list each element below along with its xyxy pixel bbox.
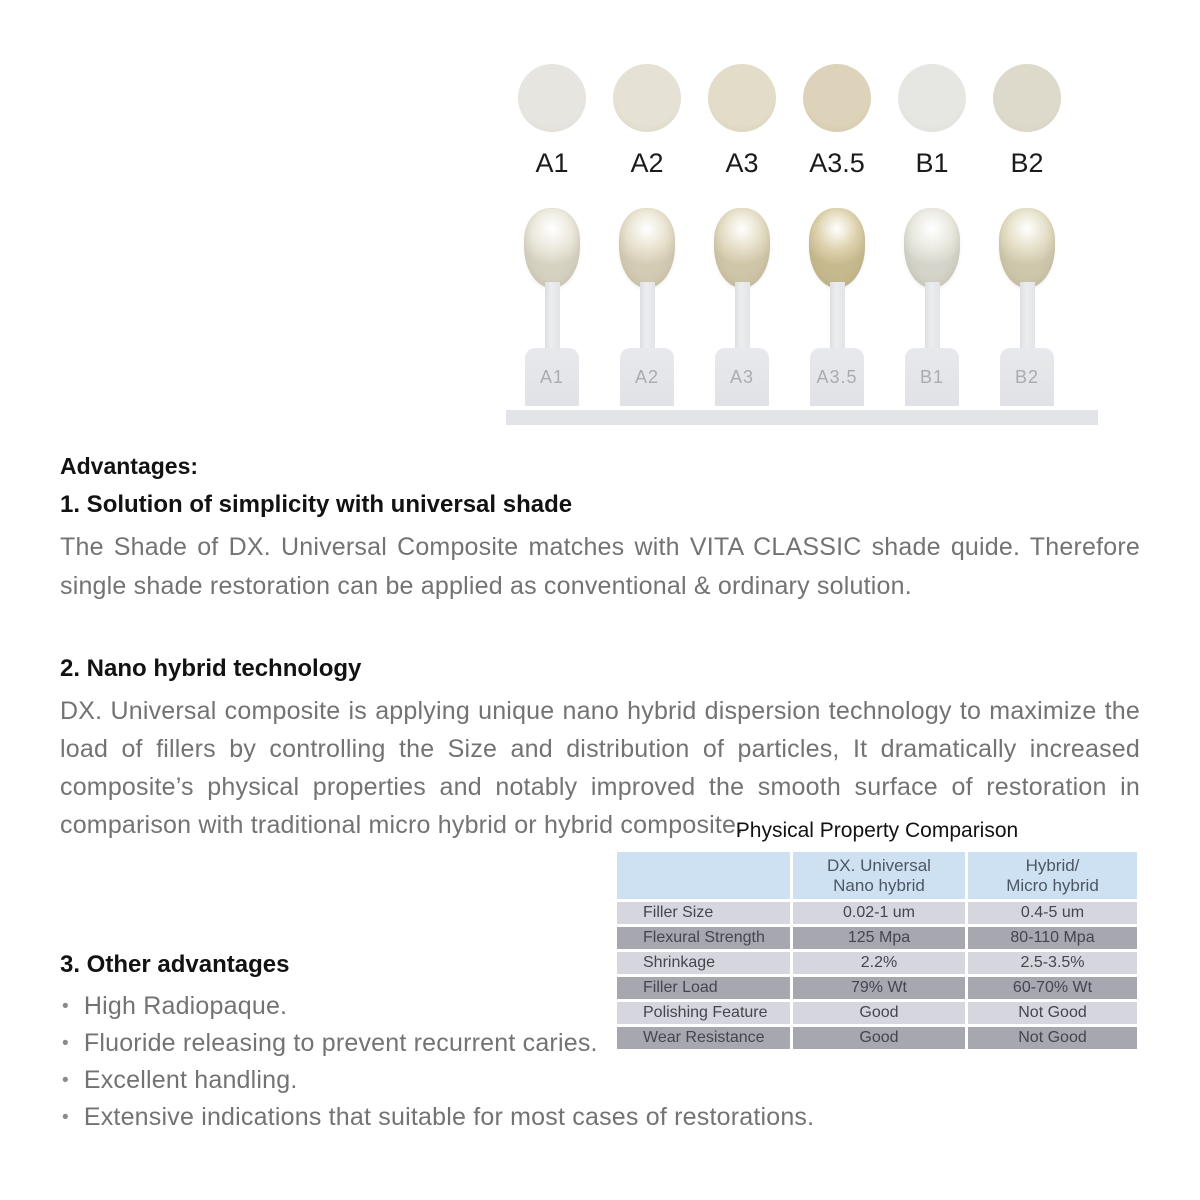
header-text: Nano hybrid [833,875,925,895]
shade-tab-a3 [708,208,776,406]
tab-stem [925,282,940,348]
shade-label: B2 [1010,148,1044,178]
section1-body: The Shade of DX. Universal Composite matches with VITA CLASSIC shade quide. Therefore single shade restoration can be applied as conventional & ordinary solution. [60,533,1140,600]
tooth-swatch [999,208,1055,288]
tab-stem [735,282,750,348]
dx-value-cell: 125 Mpa [793,927,968,949]
shade-tab-b2 [993,208,1061,406]
list-item: • Excellent handling. [62,1062,814,1099]
tab-label: A3.5 [816,366,858,387]
header-text: Hybrid/ [1025,855,1080,875]
property-cell: Polishing Feature [617,1002,793,1024]
tooth-swatch [619,208,675,288]
tooth-swatch [809,208,865,288]
dx-value-cell: Good [793,1002,968,1024]
table-row [617,902,1137,924]
shade-tab-a1 [518,208,586,406]
hybrid-value-cell: 80-110 Mpa [1010,929,1095,946]
table-row [617,977,1137,999]
shade-tab-a2 [613,208,681,406]
table-row [617,952,1137,974]
header-text: Micro hybrid [1006,875,1099,895]
tab-label: A2 [634,366,660,387]
list-item: • High Radiopaque. [62,988,814,1025]
tab-stem [830,282,845,348]
shade-label: A3 [725,148,759,178]
hybrid-value-cell: 2.5-3.5% [1020,954,1085,971]
table-header-cell [617,852,793,899]
tab-label: B2 [1014,366,1040,387]
dx-value-cell: 2.2% [793,952,968,974]
header-text: DX. Universal [827,855,931,875]
hybrid-value-cell: Not Good [1018,1029,1087,1046]
list-item: • Fluoride releasing to prevent recurrent caries. [62,1025,814,1062]
hybrid-value-cell: Not Good [1018,1004,1087,1021]
advantages-title: Advantages: [60,453,199,479]
tab-label: B1 [919,366,945,387]
shade-label: A1 [535,148,569,178]
shade-label: A3.5 [809,148,865,178]
tooth-swatch [904,208,960,288]
shade-label: B1 [915,148,949,178]
table-header-cell [968,852,1137,899]
shade-tab-a35 [803,208,871,406]
property-cell: Filler Size [617,902,793,924]
shade-swatch-a2 [613,64,681,132]
property-cell: Shrinkage [617,952,793,974]
tab-base [715,348,769,406]
tab-label: A1 [539,366,565,387]
shade-swatch-a3 [708,64,776,132]
shade-swatch-b2 [993,64,1061,132]
tab-label: A3 [729,366,755,387]
table-header-row [617,852,1137,899]
shade-circle-labels [518,148,1061,179]
hybrid-value-cell: 60-70% Wt [1012,979,1093,996]
tab-stem [640,282,655,348]
dx-value-cell: Good [793,1027,968,1049]
section2-body: DX. Universal composite is applying unique nano hybrid dispersion technology to maximize the load of fillers by controlling the Size and distribution of particles, It dramatically increased composite’s physical properties and notably improved the smooth surface of restoration in comparison with traditional micro hybrid or hybrid composite. [60,697,1140,839]
property-cell: Flexural Strength [617,927,793,949]
tooth-swatch [524,208,580,288]
tab-base [525,348,579,406]
tab-stem [1020,282,1035,348]
tooth-swatch [714,208,770,288]
shade-guide-tabs [518,208,1061,406]
tab-base [905,348,959,406]
tab-base [1000,348,1054,406]
tab-stem [545,282,560,348]
property-cell: Filler Load [617,977,793,999]
shade-swatch-a35 [803,64,871,132]
shade-swatch-a1 [518,64,586,132]
comparison-table [617,852,1137,1052]
property-cell: Wear Resistance [617,1027,793,1049]
shade-circles-row [518,64,1061,132]
table-header-cell [793,852,968,899]
table-row [617,1027,1137,1049]
section2-heading: 2. Nano hybrid technology [60,655,362,682]
shade-guide-base-bar [506,410,1098,425]
shade-swatch-b1 [898,64,966,132]
list-item: • Extensive indications that suitable for most cases of restorations. [62,1099,814,1136]
section1-heading: 1. Solution of simplicity with universal shade [60,491,573,518]
shade-label: A2 [630,148,664,178]
shade-tab-b1 [898,208,966,406]
dx-value-cell: 0.02-1 um [793,902,968,924]
hybrid-value-cell: 0.4-5 um [1020,904,1085,921]
tab-base [620,348,674,406]
table-title: Physical Property Comparison [735,819,1019,842]
table-row [617,927,1137,949]
dx-value-cell: 79% Wt [793,977,968,999]
section3-heading: 3. Other advantages [60,951,290,978]
table-row [617,1002,1137,1024]
tab-base [810,348,864,406]
